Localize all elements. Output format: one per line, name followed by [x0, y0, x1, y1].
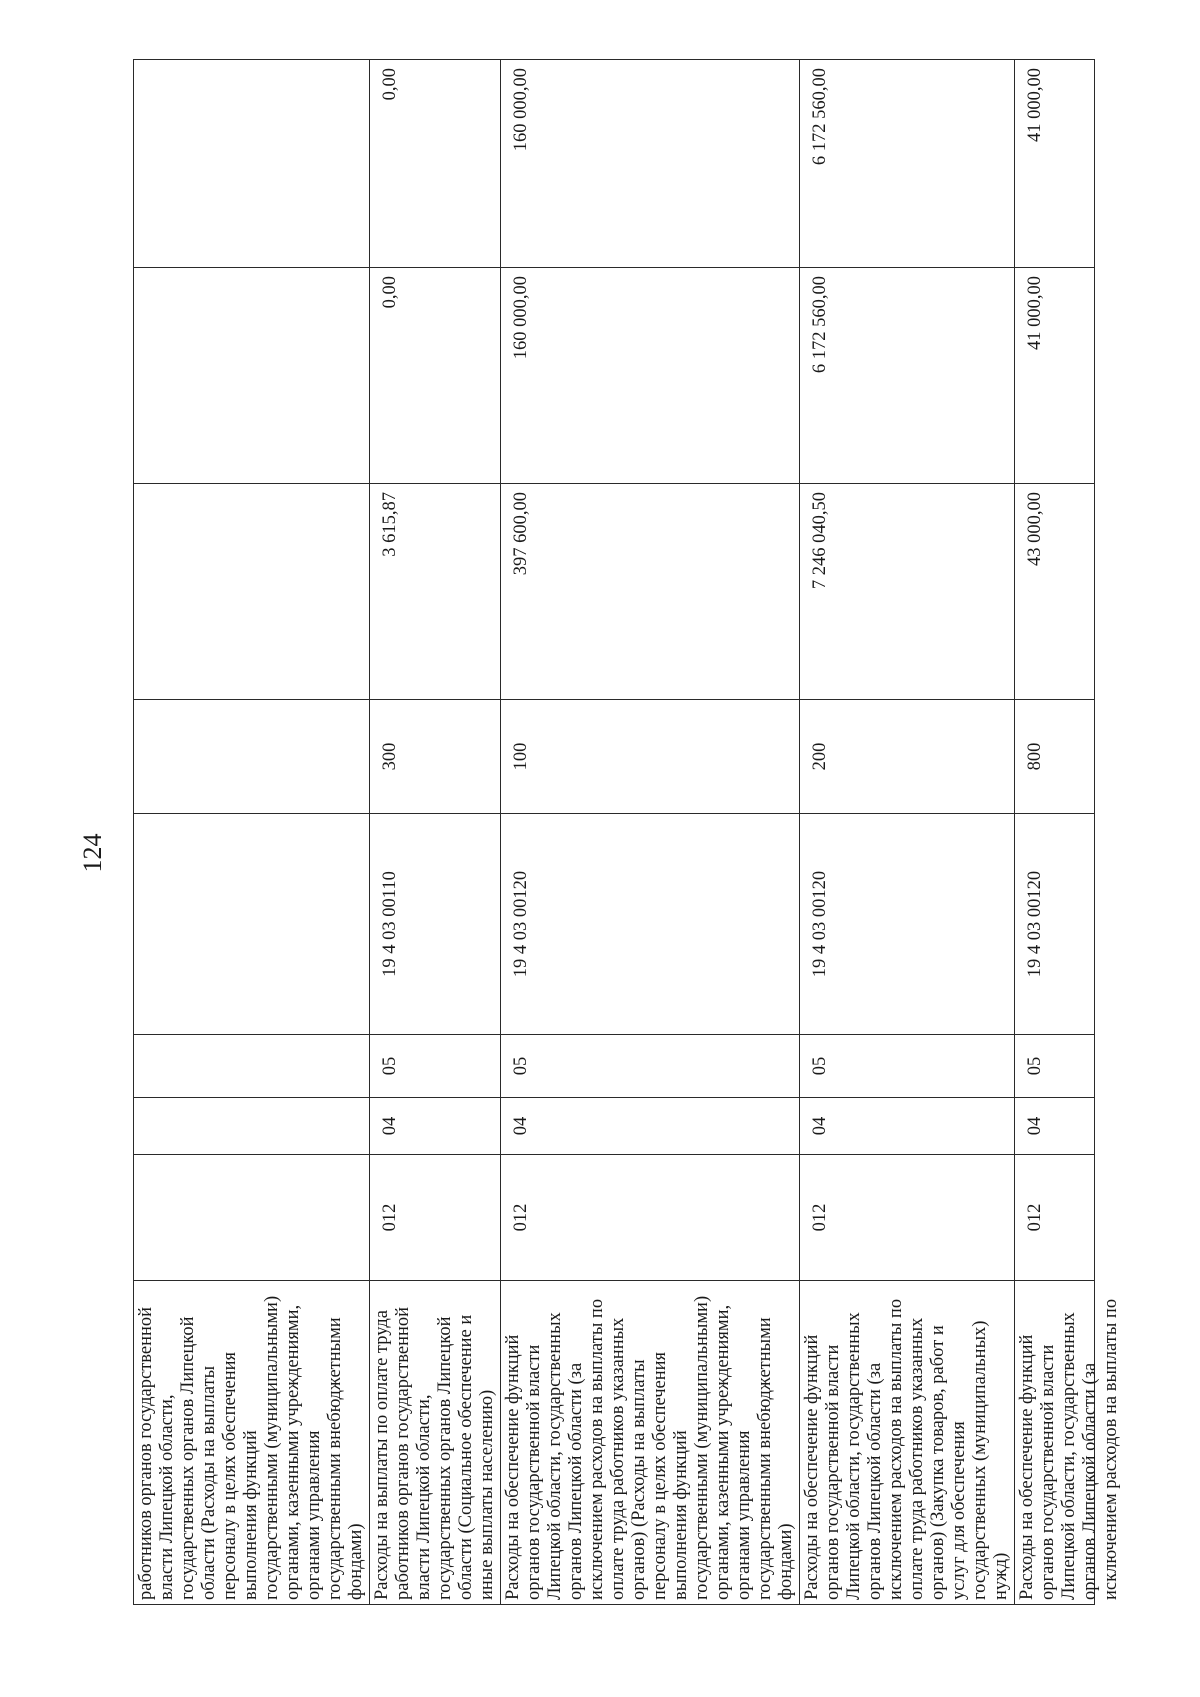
- amount-year-1: 397 600,00: [501, 484, 800, 700]
- table-row: [1015, 60, 1095, 1605]
- section-code: 04: [1015, 1098, 1095, 1155]
- row-description: Расходы на обеспечение функций органов государственной власти Липецкой области, государственных органов Липецкой области (за исключением расходов на выплаты по оплате труда работников указанных органов) (Расходы на выплаты персоналу в целях обеспечения выполнения функций государственными (муниципальными) органами, казенными учреждениями, органами управления государственными внебюджетными фондами): [501, 1281, 800, 1605]
- amount-year-2: 0,00: [370, 268, 501, 484]
- admin-code: [134, 1155, 370, 1281]
- amount-year-3: 160 000,00: [501, 60, 800, 268]
- amount-year-2: 6 172 560,00: [800, 268, 1015, 484]
- expense-type-code: 200: [800, 700, 1015, 814]
- admin-code: 012: [1015, 1155, 1095, 1281]
- amount-year-3: 41 000,00: [1015, 60, 1095, 268]
- target-article-code: [134, 814, 370, 1035]
- expense-type-code: [134, 700, 370, 814]
- table-row: [800, 60, 1015, 1605]
- section-code: 04: [800, 1098, 1015, 1155]
- subsection-code: 05: [501, 1035, 800, 1098]
- amount-year-3: [134, 60, 370, 268]
- amount-year-1: 43 000,00: [1015, 484, 1095, 700]
- amount-year-2: 41 000,00: [1015, 268, 1095, 484]
- amount-year-3: 0,00: [370, 60, 501, 268]
- amount-year-1: 3 615,87: [370, 484, 501, 700]
- subsection-code: 05: [800, 1035, 1015, 1098]
- budget-table: [133, 59, 1121, 1605]
- table-row: [134, 60, 370, 1605]
- amount-year-1: [134, 484, 370, 700]
- target-article-code: 19 4 03 00120: [501, 814, 800, 1035]
- target-article-code: 19 4 03 00120: [800, 814, 1015, 1035]
- row-description: работников органов государственной власти Липецкой области, государственных органов Липецкой области (Расходы на выплаты персоналу в целях обеспечения выполнения функций государственными (муниципальными) органами, казенными учреждениями, органами управления государственными внебюджетными фондами): [134, 1281, 370, 1605]
- expense-type-code: 300: [370, 700, 501, 814]
- subsection-code: [134, 1035, 370, 1098]
- row-description-cell: [1015, 1281, 1121, 1605]
- subsection-code: 05: [1015, 1035, 1095, 1098]
- section-code: 04: [370, 1098, 501, 1155]
- admin-code: 012: [501, 1155, 800, 1281]
- budget-table-rotated: [133, 60, 1121, 1605]
- row-description: Расходы на обеспечение функций органов государственной власти Липецкой области, государственных органов Липецкой области (за исключением расходов на выплаты по оплате труда работников указанных органов) (Закупка товаров, работ и услуг для обеспечения государственных (муниципальных) нужд): [800, 1281, 1015, 1605]
- row-description: Расходы на обеспечение функций органов государственной власти Липецкой области, государственных органов Липецкой области (за исключением расходов на выплаты по: [1017, 1298, 1121, 1600]
- row-description: Расходы на выплаты по оплате труда работников органов государственной власти Липецкой области, государственных органов Липецкой области (Социальное обеспечение и иные выплаты населению): [370, 1281, 501, 1605]
- admin-code: 012: [370, 1155, 501, 1281]
- table-row: [370, 60, 501, 1605]
- amount-year-2: [134, 268, 370, 484]
- expense-type-code: 100: [501, 700, 800, 814]
- expense-type-code: 800: [1015, 700, 1095, 814]
- target-article-code: 19 4 03 00110: [370, 814, 501, 1035]
- target-article-code: 19 4 03 00120: [1015, 814, 1095, 1035]
- section-code: 04: [501, 1098, 800, 1155]
- table-row: [501, 60, 800, 1605]
- subsection-code: 05: [370, 1035, 501, 1098]
- amount-year-1: 7 246 040,50: [800, 484, 1015, 700]
- amount-year-3: 6 172 560,00: [800, 60, 1015, 268]
- section-code: [134, 1098, 370, 1155]
- admin-code: 012: [800, 1155, 1015, 1281]
- page-number: 124: [78, 833, 107, 873]
- amount-year-2: 160 000,00: [501, 268, 800, 484]
